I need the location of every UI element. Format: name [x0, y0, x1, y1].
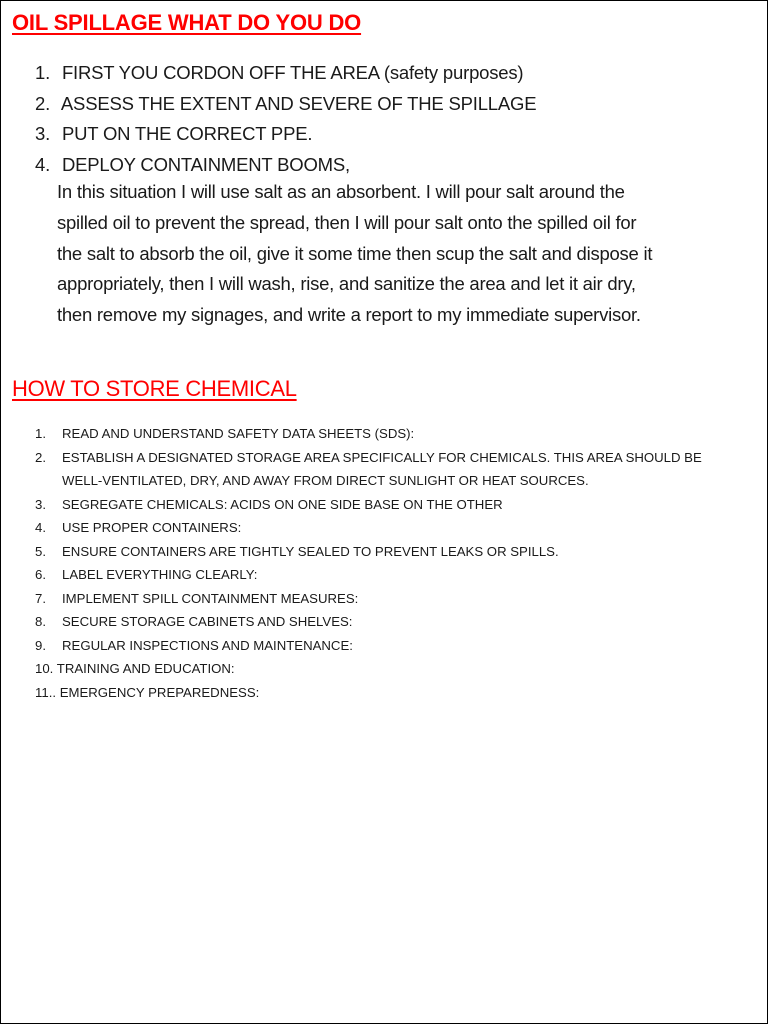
list-item [35, 587, 755, 611]
list-item [35, 681, 755, 705]
item-number: 4. [35, 520, 46, 535]
item-text: ESTABLISH A DESIGNATED STORAGE AREA SPECIFICALLY FOR CHEMICALS. THIS AREA SHOULD BE [62, 449, 702, 465]
item-text: SECURE STORAGE CABINETS AND SHELVES: [62, 614, 353, 629]
list-item [35, 516, 755, 540]
paragraph-line: then remove my signages, and write a report to my immediate supervisor. [57, 304, 641, 326]
item-number: 3. [35, 496, 46, 512]
list-item [35, 150, 755, 181]
item-number: 9. [35, 637, 46, 653]
list-item [35, 634, 755, 658]
item-text: USE PROPER CONTAINERS: [62, 520, 242, 535]
item-number: 10. [35, 661, 54, 676]
oil-spillage-heading: OIL SPILLAGE WHAT DO YOU DO [12, 10, 362, 35]
list-item [35, 540, 755, 564]
item-number: 7. [35, 590, 46, 606]
item-number: 5. [35, 543, 46, 559]
list-item [35, 657, 755, 681]
step-number: 1. [35, 62, 51, 83]
paragraph-line: spilled oil to prevent the spread, then I will pour salt onto the spilled oil for [57, 211, 637, 233]
chemical-storage-heading: HOW TO STORE CHEMICAL [12, 376, 297, 401]
item-text: ENSURE CONTAINERS ARE TIGHTLY SEALED TO PREVENT LEAKS OR SPILLS. [62, 543, 559, 559]
paragraph-line: In this situation I will use salt as an absorbent. I will pour salt around the [57, 181, 625, 202]
list-item [35, 119, 755, 150]
item-text: EMERGENCY PREPAREDNESS: [59, 684, 260, 700]
list-item [35, 610, 755, 634]
step-text: FIRST YOU CORDON OFF THE AREA (safety purposes) [61, 62, 524, 83]
paragraph-line: the salt to absorb the oil, give it some time then scup the salt and dispose it [57, 242, 653, 264]
absorbent-procedure-paragraph [57, 177, 757, 331]
item-text: SEGREGATE CHEMICALS: ACIDS ON ONE SIDE BASE ON THE OTHER [62, 496, 503, 512]
chemical-storage-list [35, 422, 755, 704]
list-item [35, 58, 755, 89]
step-text: PUT ON THE CORRECT PPE. [61, 123, 313, 144]
item-text: REGULAR INSPECTIONS AND MAINTENANCE: [62, 637, 353, 653]
item-number: 6. [35, 567, 46, 582]
item-text: TRAINING AND EDUCATION: [56, 661, 235, 676]
list-item [35, 422, 755, 446]
item-text-continued: WELL-VENTILATED, DRY, AND AWAY FROM DIRECT SUNLIGHT OR HEAT SOURCES. [62, 473, 589, 488]
item-text: LABEL EVERYTHING CLEARLY: [62, 567, 258, 582]
step-number: 2. [35, 92, 51, 114]
paragraph-line: appropriately, then I will wash, rise, and sanitize the area and let it air dry, [57, 273, 636, 295]
list-item [35, 89, 755, 120]
item-number: 8. [35, 614, 46, 629]
item-number: 1. [35, 426, 46, 441]
item-text: READ AND UNDERSTAND SAFETY DATA SHEETS (SDS): [62, 426, 415, 441]
step-number: 4. [35, 153, 51, 175]
step-number: 3. [35, 123, 51, 144]
step-text: ASSESS THE EXTENT AND SEVERE OF THE SPILLAGE [60, 92, 537, 114]
oil-spillage-steps [35, 58, 755, 180]
item-text: IMPLEMENT SPILL CONTAINMENT MEASURES: [62, 590, 359, 606]
list-item [35, 446, 755, 493]
item-number: 11.. [35, 684, 57, 700]
step-text: DEPLOY CONTAINMENT BOOMS, [61, 153, 350, 175]
list-item [35, 493, 755, 517]
item-number: 2. [35, 449, 46, 465]
list-item [35, 563, 755, 587]
